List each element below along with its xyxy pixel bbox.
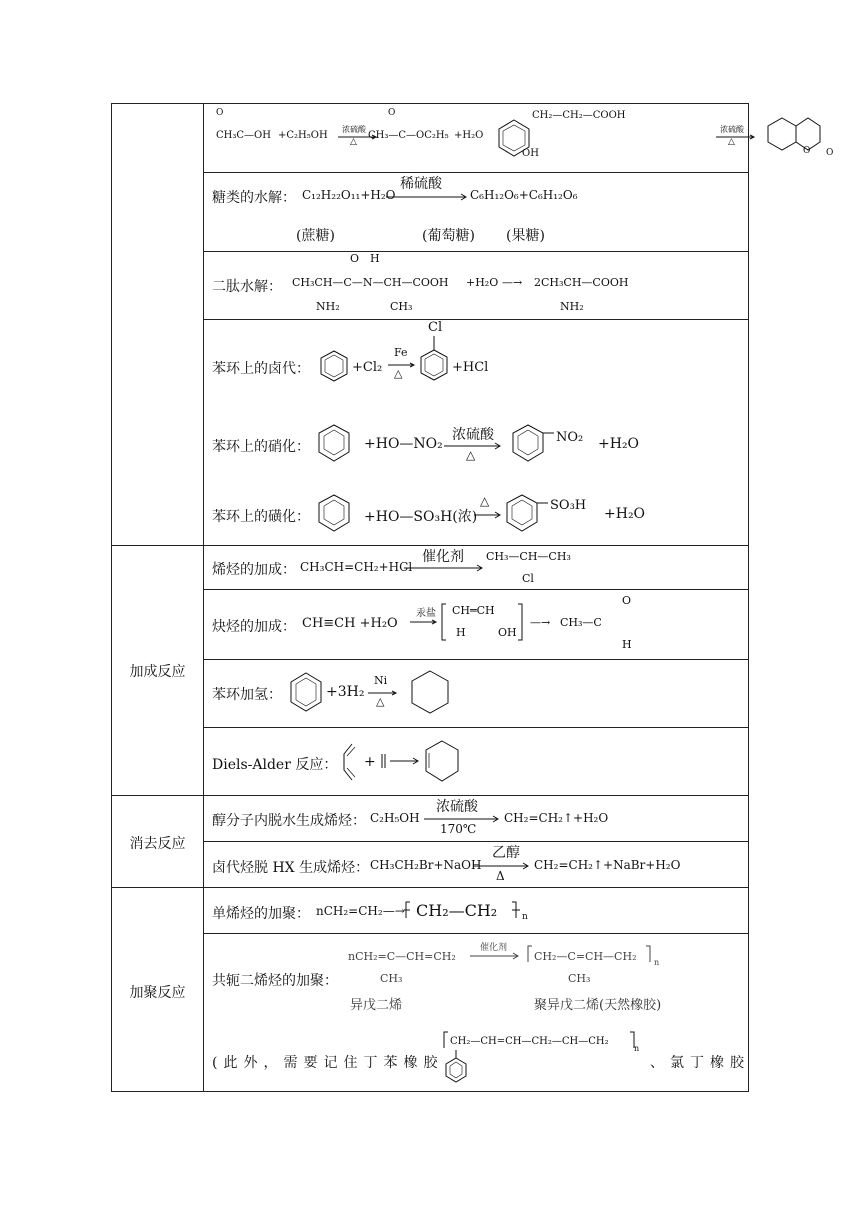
row-dipeptide-hydrolysis: 二肽水解： O H CH₃CH—C—N—CH—COOH +H₂O —→ 2CH₃CH—COOH NH₂ CH₃ NH₂: [212, 252, 629, 313]
cyclohexene-icon: [424, 740, 460, 782]
cyclohexane-icon: [410, 670, 450, 714]
row-benzene-substitution: 苯环上的卤代： +Cl₂ Fe △ Cl +HCl 苯环上的硝化： +HO—NO₂ 浓硫酸 △ NO₂ +H₂O 苯环上的磺化： +HO—SO₃H(浓) △ SO₃H +H₂O: [204, 320, 748, 545]
nitrobenzene-icon: [512, 424, 556, 462]
ethylene-icon: [380, 754, 388, 770]
reaction-table: [111, 103, 834, 1092]
row-sugar-hydrolysis: 糖类的水解： C₁₂H₂₂O₁₁+H₂O 稀硫酸 C₆H₁₂O₆+C₆H₁₂O₆ (蔗糖) (葡萄糖) (果糖): [212, 176, 578, 244]
category-polymerization: 加聚反应: [129, 985, 186, 1001]
benzene-ring-icon: [290, 672, 322, 712]
coumarin-structure-icon: [762, 108, 842, 168]
benzene-ring-icon: [320, 350, 348, 382]
category-elimination: 消去反应: [129, 836, 186, 852]
butadiene-icon: [342, 742, 358, 782]
row-esterification: O CH₃C—OH +C₂H₅OH 浓硫酸 △ O CH₃—C—OC₂H₅ +H₂O CH₂—CH₂—COOH OH 浓硫酸 △ O O: [204, 104, 748, 172]
category-addition: 加成反应: [129, 664, 186, 680]
row-diene-polymerization: 共轭二烯烃的加聚： nCH₂=C—CH=CH₂ CH₃ 催化剂 CH₂—C=CH—CH₂ n CH₃ 异戊二烯 聚异戊二烯(天然橡胶) (此外，需要记住丁苯橡胶 CH₂—CH=CH—CH₂—CH—CH₂ n 、氯丁橡胶: [204, 934, 748, 1093]
row-alkene-polymerization: 单烯烃的加聚： nCH₂=CH₂—→ CH₂—CH₂ n: [204, 888, 748, 933]
benzenesulfonic-acid-icon: [506, 494, 550, 532]
row-benzene-hydrogenation: 苯环加氢： +3H₂ Ni △: [204, 660, 748, 727]
row-alcohol-dehydration: 醇分子内脱水生成烯烃： C₂H₅OH 浓硫酸 170℃ CH₂=CH₂↑+H₂O: [212, 799, 609, 836]
row-diels-alder: Diels-Alder 反应： +: [204, 728, 748, 795]
benzene-ring-icon: [318, 494, 350, 532]
phenyl-group-icon: [444, 1050, 468, 1086]
row-alkyne-addition: 炔烃的加成： CH≡CH +H₂O 汞盐 CH═CH H OH —→ CH₃—C O H: [212, 594, 632, 651]
chlorobenzene-icon: [420, 336, 448, 382]
row-alkene-addition: 烯烃的加成： CH₃CH=CH₂+HCl 催化剂 CH₃—CH—CH₃ Cl: [212, 549, 571, 585]
row-haloalkane-elimination: 卤代烃脱 HX 生成烯烃： CH₃CH₂Br+NaOH 乙醇 Δ CH₂=CH₂↑+NaBr+H₂O: [212, 845, 681, 883]
benzene-ring-icon: [318, 424, 350, 462]
